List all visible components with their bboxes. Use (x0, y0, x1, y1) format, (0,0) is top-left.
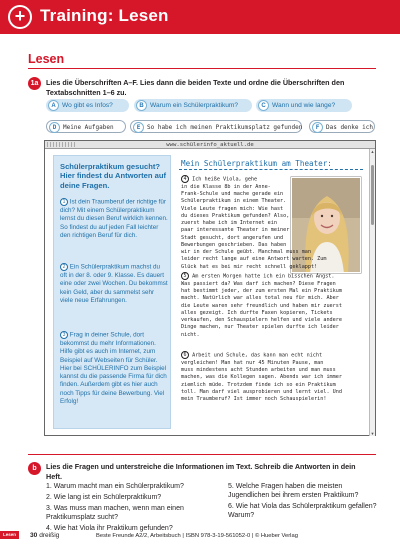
text-line (181, 220, 326, 227)
line-text: Stadt gesucht, dort angerufen und (181, 234, 284, 241)
line-text: hat bestimmt jeder, der zum ersten Mal ein Praktikum (181, 288, 342, 294)
text-line (181, 396, 342, 403)
heading-option-c (256, 99, 352, 112)
line-text: macht. Natürlich war alles total neu für mich. Aber (181, 295, 339, 302)
line-text: leider recht lange auf eine Antwort warten. Zum (181, 256, 327, 263)
browser-window (44, 140, 376, 436)
blog-paragraph-6 (181, 351, 342, 403)
text-line (181, 351, 342, 360)
page-number-digits: 30 (30, 532, 38, 539)
section-title: Lesen (28, 52, 65, 66)
footer-tab: Lesen (0, 531, 19, 539)
line-text: Schülerpraktikum in einem Theater. (181, 198, 287, 205)
task-b-instruction: Lies die Fragen und unterstreiche die Informationen im Text. Schreib die Antworten in dein Heft. (46, 462, 356, 481)
heading-text: Warum ein Schülerpraktikum? (150, 102, 239, 109)
line-text: mein Traumberuf? Ist immer noch Schauspielerin! (181, 396, 327, 402)
blog-paragraph-4 (181, 175, 326, 271)
heading-letter: A (48, 100, 59, 111)
page-number-word: dreißig (39, 532, 60, 539)
line-text: wir in der Schule geübt. Manchmal muss man (181, 249, 311, 255)
line-text: Ich heiße Viola, gehe (192, 176, 258, 183)
text-line (181, 317, 342, 324)
text-line (181, 310, 342, 317)
info-paragraph-3 (60, 331, 168, 406)
heading-letter: B (136, 100, 147, 111)
question-item: 2. Wie lang ist ein Schülerpraktikum? (46, 493, 162, 501)
heading-text: Das denke ich (326, 124, 373, 131)
heading-option-a (46, 99, 129, 112)
section-divider (28, 68, 376, 69)
text-line (181, 288, 342, 295)
answer-circle: 6 (181, 351, 189, 359)
task-a-instruction: Lies die Überschriften A–F. Lies dann die beiden Texte und ordne die Überschriften den Textabschnitten 1–6 zu. (46, 78, 345, 97)
answer-circle: 2 (60, 263, 68, 271)
info-panel-title: Schülerpraktikum gesucht? Hier findest du Antworten auf deine Fragen. (60, 162, 167, 190)
line-text: Glück hat es bei mir recht schnell geklappt! (181, 263, 318, 270)
scrollbar[interactable] (369, 149, 375, 436)
answer-circle: 4 (181, 175, 189, 183)
line-text: du dieses Praktikum gefunden? Also, (181, 212, 290, 219)
line-text: in die Klasse 8b in der Anne- (181, 183, 271, 190)
line-text: muss mindestens acht Stunden arbeiten und man muss (181, 367, 336, 373)
text-line (181, 367, 342, 374)
line-text: paar interessante Theater in meiner (181, 227, 290, 234)
text-line (181, 227, 326, 234)
heading-letter: C (258, 100, 269, 111)
page-title: Training: Lesen (40, 6, 169, 25)
question-item: 4. Wie hat Viola ihr Praktikum gefunden? (46, 524, 173, 532)
scroll-up-arrow-icon[interactable]: ▲ (370, 149, 375, 154)
text-line (181, 242, 326, 249)
plus-circle-icon: + (8, 5, 32, 29)
page-header (0, 0, 400, 34)
line-text: ziemlich müde. Trotzdem finde ich so ein Praktikum (181, 381, 336, 388)
heading-letter: D (49, 122, 60, 133)
text-line (181, 184, 326, 191)
question-item: 3. Was muss man machen, wenn man einen Praktikumsplatz sucht? (46, 504, 184, 521)
line-text: Arbeit und Schule, das kann man echt nicht (192, 352, 323, 359)
url-text: www.schülerinfo_aktuell.de (166, 142, 254, 148)
question-item: 6. Wie hat Viola das Schülerpraktikum gefallen? Warum? (228, 502, 377, 519)
text-line (181, 198, 326, 205)
heading-letter: F (312, 122, 323, 133)
info-paragraph-2 (60, 263, 168, 305)
text-line (181, 324, 342, 331)
text-line (181, 374, 342, 381)
blog-title-divider (179, 169, 363, 170)
line-text: Viele Leute fragen mich: Wie hast (181, 205, 284, 212)
paragraph-text: Ein Schülerpraktikum machst du oft in der 8. oder 9. Klasse. Es dauert eine oder zwei Wochen. Du bekommst kein Geld, aber du sammelst sehr viele neue Erfahrungen. (60, 263, 168, 304)
question-list-left (46, 483, 221, 536)
line-text: die Leute waren sehr freundlich und haben mir zuerst (181, 302, 342, 309)
text-line (181, 249, 326, 256)
line-text: Am ersten Morgen hatte ich ein bisschen Angst. (192, 273, 335, 280)
section-divider (28, 454, 376, 455)
text-line (181, 256, 326, 263)
line-text: Dinge machen, nur Theater spielen durfte ich leider (181, 324, 339, 331)
text-line (181, 191, 326, 198)
question-list-right (228, 483, 378, 523)
line-text: Bewerbungen geschrieben. Das haben (181, 241, 287, 248)
answer-circle: 3 (60, 331, 68, 339)
question-item: 1. Warum macht man ein Schülerpraktikum? (46, 483, 184, 490)
line-text: nicht. (181, 331, 200, 338)
line-text: zuerst habe ich im Internet ein (181, 220, 277, 226)
page-number (30, 532, 59, 539)
line-text: vergleichen! Man hat nur 45 Minuten Pause, man (181, 359, 324, 366)
address-bar (45, 141, 375, 149)
heading-text: Wo gibt es Infos? (62, 102, 113, 109)
heading-option-b (134, 99, 252, 112)
blog-paragraph-5 (181, 272, 342, 339)
text-line (181, 382, 342, 389)
blog-post (175, 155, 365, 429)
text-line (181, 206, 326, 213)
heading-text: Meine Aufgaben (63, 124, 114, 131)
heading-letter: E (133, 122, 144, 133)
text-line (181, 303, 342, 310)
info-paragraph-1 (60, 198, 168, 240)
text-line (181, 272, 342, 281)
task-a-bullet: 1a (28, 77, 41, 90)
heading-option-d (46, 120, 126, 133)
text-line (181, 360, 342, 367)
answer-circle: 1 (60, 198, 68, 206)
line-text: alles gezeigt. Ich durfte Faxen kopieren, Tickets (181, 309, 333, 316)
question-item: 5. Welche Fragen haben die meisten Jugendlichen bei ihrem ersten Praktikum? (228, 483, 359, 499)
text-line (181, 281, 342, 288)
line-text: toll. Man darf viel ausprobieren und lernt viel. Und (181, 388, 342, 395)
paragraph-text: Frag in deiner Schule, dort bekommst du mehr Informationen. Hilfe gibt es auch im Internet, zum Beispiel auf Webseiten für Schüler. Hier bei SCHÜLERINFO zum Beispiel kannst du die passende Firma für dich finden. Außerdem gibt es hier auch noch Tipps für deine Bewerbung. Viel Erfolg! (60, 331, 167, 406)
heading-option-f (309, 120, 375, 133)
answer-circle: 5 (181, 272, 189, 280)
text-line (181, 389, 342, 396)
heading-text: Wann und wie lange? (272, 102, 336, 109)
scroll-down-arrow-icon[interactable]: ▼ (370, 431, 375, 436)
heading-text: So habe ich meinen Praktikumsplatz gefunden (147, 124, 303, 131)
line-text: verkaufen, den Schauspielern helfen und viele andere (181, 317, 342, 323)
address-bar-decoration (47, 142, 77, 147)
blog-title: Mein Schülerpraktikum am Theater: (181, 159, 332, 168)
line-text: machen, was die Kollegen sagen. Abends war ich immer (181, 374, 342, 381)
heading-option-e (130, 120, 302, 133)
info-panel (53, 155, 171, 429)
task-b-bullet: b (28, 462, 41, 475)
text-line (181, 175, 326, 184)
line-text: Frank-Schule und mache gerade ein (181, 191, 284, 197)
scroll-thumb[interactable] (371, 165, 374, 225)
text-line (181, 264, 326, 271)
text-line (181, 332, 342, 339)
text-line (181, 213, 326, 220)
paragraph-text: Ist dein Traumberuf der richtige für dich? Mit einem Schülerpraktikum lernst du diesen Beruf wirklich kennen. So findest du auf jeden Fall leichter den richtigen Beruf für dich. (60, 198, 168, 239)
text-line (181, 295, 342, 302)
footer-credits: Beste Freunde A2/2, Arbeitsbuch | ISBN 978-3-19-561052-0 | © Hueber Verlag (96, 533, 298, 539)
line-text: Was passiert da? Was darf ich machen? Diese Fragen (181, 280, 336, 287)
text-line (181, 235, 326, 242)
